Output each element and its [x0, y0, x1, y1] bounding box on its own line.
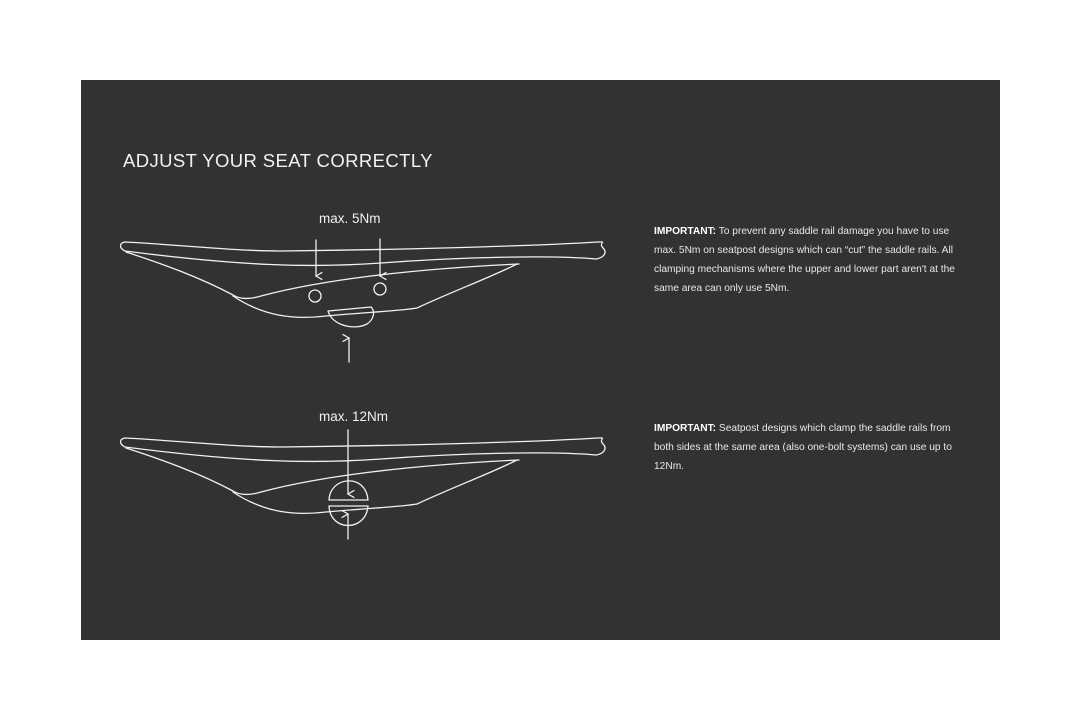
info-panel — [81, 80, 1000, 640]
torque-label-12nm: max. 12Nm — [319, 409, 389, 424]
page-title: ADJUST YOUR SEAT CORRECTLY — [123, 150, 433, 171]
saddle-outline — [121, 242, 606, 318]
saddle-diagram-5nm — [121, 211, 606, 362]
note-prefix: IMPORTANT: — [654, 226, 717, 237]
bolt-front — [309, 290, 321, 302]
saddle-diagram-12nm — [121, 409, 606, 539]
note-prefix: IMPORTANT: — [654, 423, 717, 434]
note-5nm — [654, 222, 966, 298]
saddle-diagrams — [81, 80, 1000, 640]
note-text: Seatpost designs which clamp the saddle rails from both sides at the same area (also one-bolt systems) can use up to 12Nm. — [654, 423, 952, 472]
lower-clamp — [328, 307, 374, 327]
saddle-outline — [121, 438, 606, 514]
note-12nm — [654, 419, 966, 476]
bolt-rear — [374, 283, 386, 295]
note-text: To prevent any saddle rail damage you have to use max. 5Nm on seatpost designs which can “cut” the saddle rails. All clamping mechanisms where the upper and lower part aren't at the same area can only use 5Nm. — [654, 226, 955, 294]
clamp-5nm — [309, 283, 386, 327]
torque-label-5nm: max. 5Nm — [319, 211, 381, 226]
